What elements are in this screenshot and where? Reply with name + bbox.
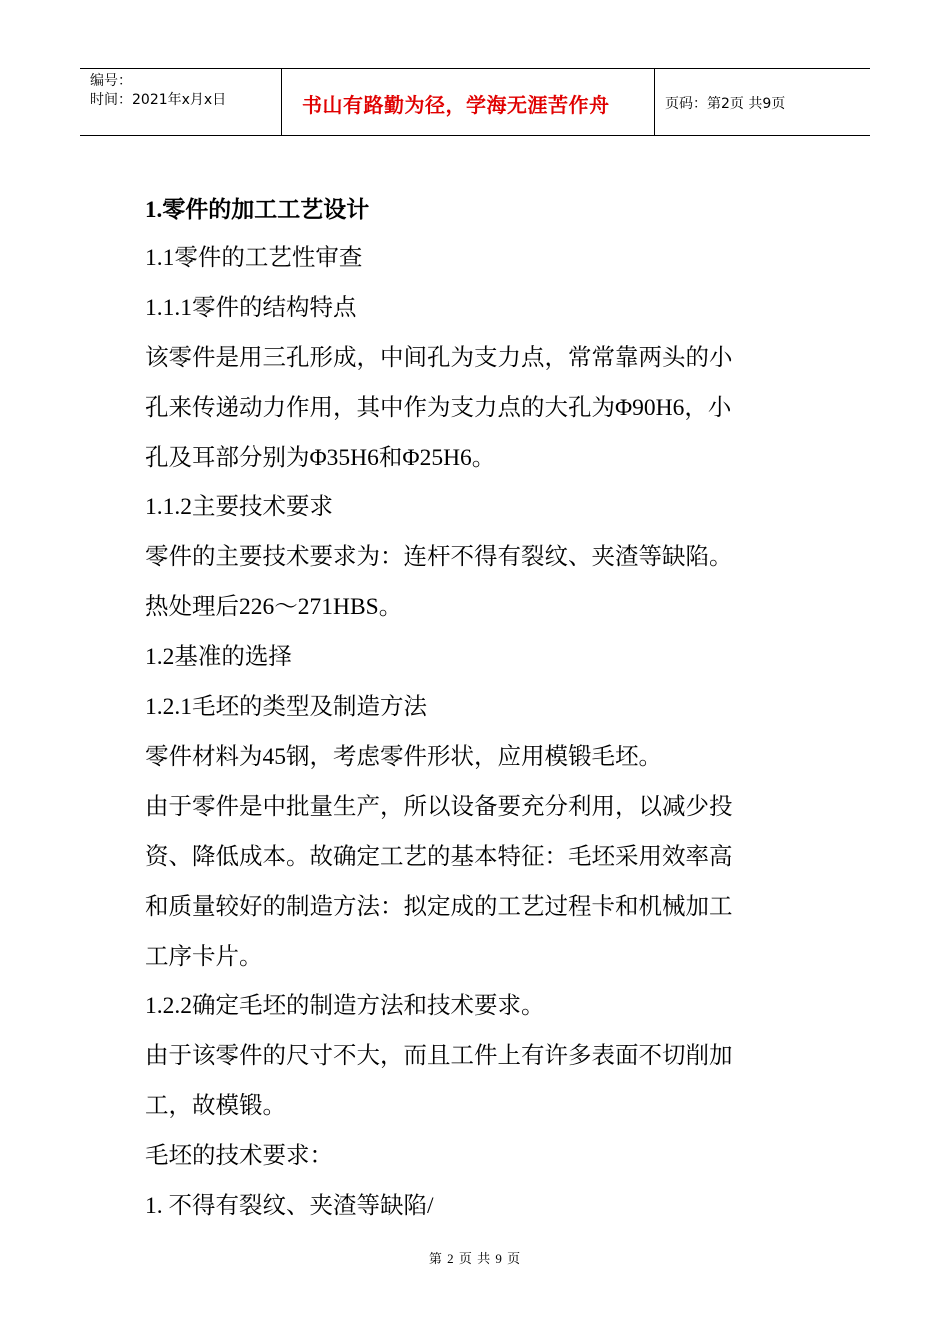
paragraph-line: 由于零件是中批量生产，所以设备要充分利用，以减少投	[145, 794, 733, 820]
header-meta-cell	[80, 69, 282, 135]
paragraph-line: 热处理后226～271HBS。	[145, 594, 403, 620]
paragraph-line: 毛坯的技术要求：	[145, 1143, 333, 1169]
date-label: 时间：2021年x月x日	[90, 92, 227, 108]
paragraph-line: 孔来传递动力作用，其中作为支力点的大孔为Φ90H6，小	[145, 395, 732, 421]
page-footer: 第 2 页 共 9 页	[428, 1251, 522, 1266]
header-motto-cell	[282, 69, 655, 135]
serial-number-label: 编号：	[90, 73, 132, 89]
subsection-heading: 1.1.2主要技术要求	[145, 494, 333, 520]
header-motto: 书山有路勤为径，学海无涯苦作舟	[302, 92, 610, 117]
paragraph-line: 零件材料为45钢，考虑零件形状，应用模锻毛坯。	[145, 744, 662, 770]
paragraph-line: 由于该零件的尺寸不大，而且工件上有许多表面不切削加	[145, 1043, 733, 1069]
section-heading: 1.零件的加工工艺设计	[145, 197, 370, 222]
header-page-cell	[655, 69, 870, 135]
subsection-heading: 1.2.1毛坯的类型及制造方法	[145, 694, 427, 720]
paragraph-line: 工序卡片。	[145, 944, 263, 970]
paragraph-line: 和质量较好的制造方法：拟定成的工艺过程卡和机械加工	[145, 894, 733, 920]
paragraph-line: 孔及耳部分别为Φ35H6和Φ25H6。	[145, 445, 496, 471]
subsection-heading: 1.1零件的工艺性审查	[145, 245, 363, 271]
header-page-number: 页码：第2页 共9页	[665, 96, 786, 112]
subsection-heading: 1.2.2确定毛坯的制造方法和技术要求。	[145, 993, 545, 1019]
subsection-heading: 1.1.1零件的结构特点	[145, 295, 357, 321]
paragraph-line: 零件的主要技术要求为：连杆不得有裂纹、夹渣等缺陷。	[145, 544, 733, 570]
page-header	[80, 68, 870, 136]
paragraph-line: 工，故模锻。	[145, 1093, 286, 1119]
paragraph-line: 资、降低成本。故确定工艺的基本特征：毛坯采用效率高	[145, 844, 733, 870]
paragraph-line: 该零件是用三孔形成，中间孔为支力点，常常靠两头的小	[145, 345, 733, 371]
list-item: 1. 不得有裂纹、夹渣等缺陷/	[145, 1193, 434, 1219]
subsection-heading: 1.2基准的选择	[145, 644, 292, 670]
